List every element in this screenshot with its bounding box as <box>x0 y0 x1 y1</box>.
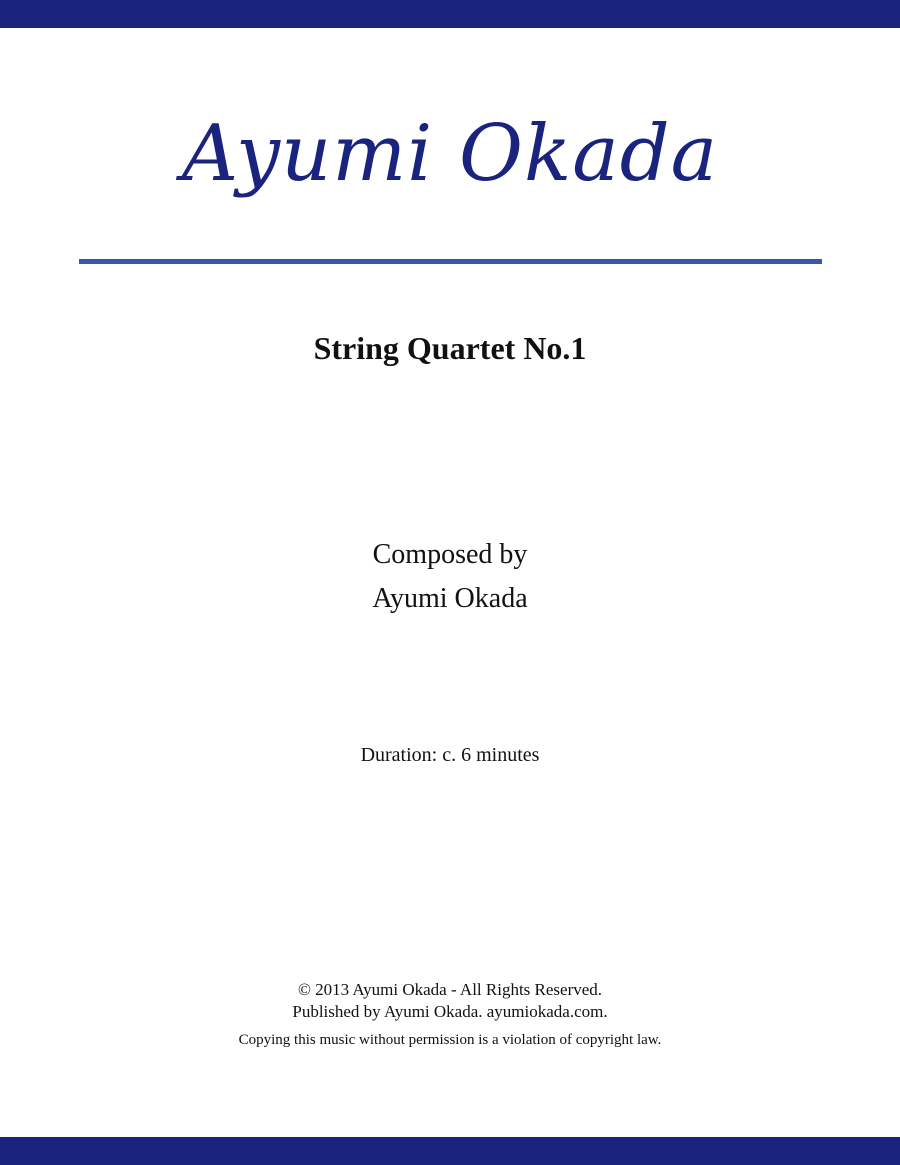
publisher-line: Published by Ayumi Okada. ayumiokada.com. <box>292 1002 608 1021</box>
signature-logo-svg <box>0 80 900 230</box>
top-border-band <box>0 0 900 28</box>
page-title: String Quartet No.1 <box>313 330 587 366</box>
copyright-line: © 2013 Ayumi Okada - All Rights Reserved. <box>297 980 603 999</box>
copyright-notice: Copying this music without permission is a violation of copyright law. <box>238 1032 662 1048</box>
signature-logo-text: Ayumi Okada <box>181 109 719 199</box>
composer-credit <box>0 533 900 621</box>
bottom-border-band <box>0 1137 900 1165</box>
signature-logo <box>0 80 900 230</box>
copyright-footer <box>0 979 900 1051</box>
composer-name: Ayumi Okada <box>372 583 528 614</box>
header-divider <box>79 259 822 264</box>
duration-text: Duration: c. 6 minutes <box>360 744 540 766</box>
composed-by-label: Composed by <box>372 539 528 570</box>
